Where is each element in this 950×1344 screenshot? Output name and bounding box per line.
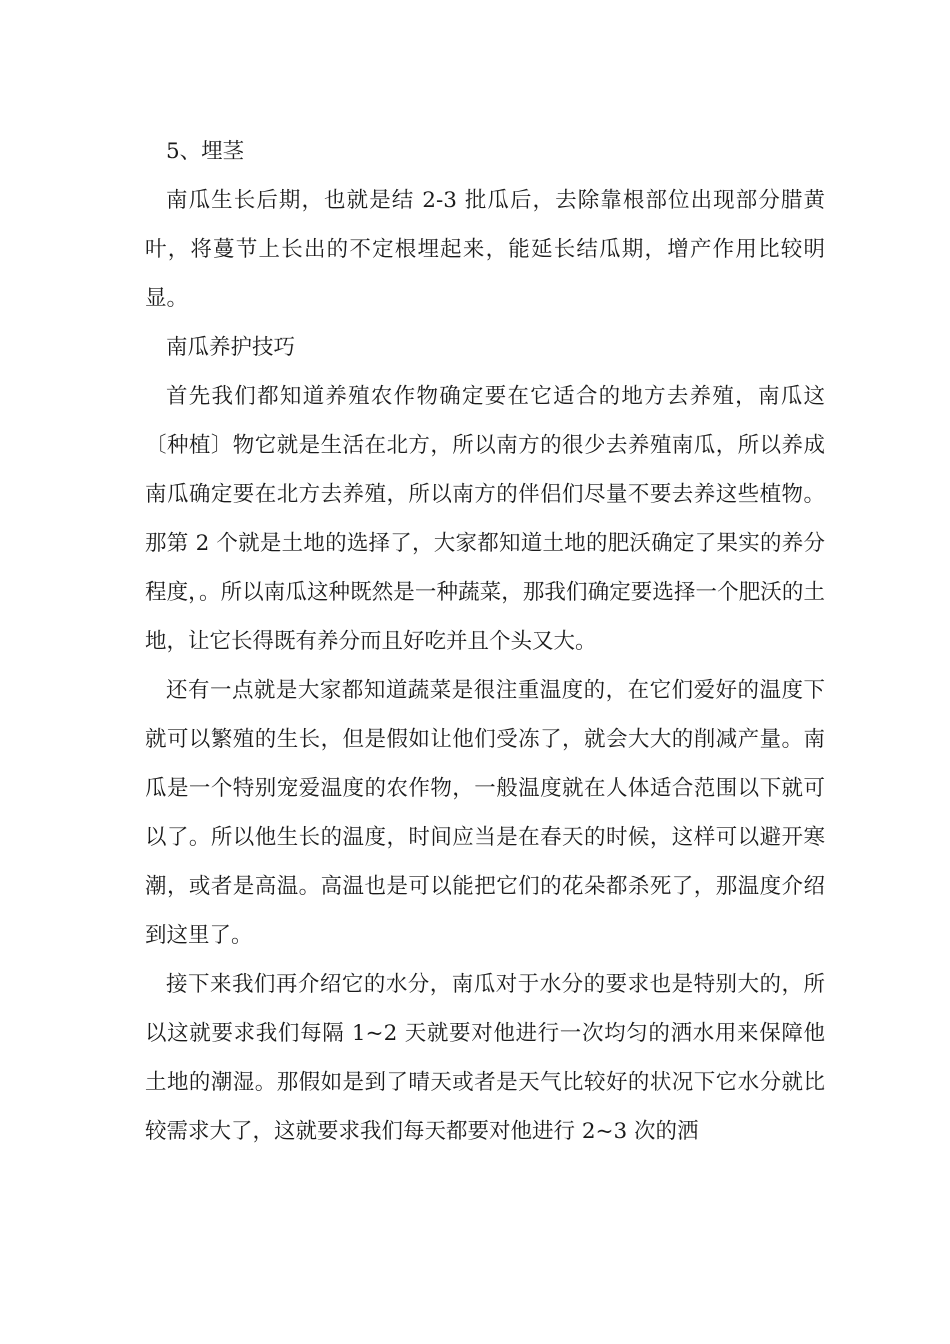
paragraph-water: 接下来我们再介绍它的水分，南瓜对于水分的要求也是特别大的，所以这就要求我们每隔 1~2 天就要对他进行一次均匀的洒水用来保障他土地的潮湿。那假如是到了晴天或者是天气比较好的状况下它水分就比较需求大了，这就要求我们每天都要对他进行 2~3 次的洒 bbox=[145, 972, 825, 1144]
section-heading-care-tips: 南瓜养护技巧 bbox=[166, 335, 296, 360]
paragraph-temperature: 还有一点就是大家都知道蔬菜是很注重温度的，在它们爱好的温度下就可以繁殖的生长，但是假如让他们受冻了，就会大大的削减产量。南瓜是一个特别宠爱温度的农作物，一般温度就在人体适合范围以下就可以了。所以他生长的温度，时间应当是在春天的时候，这样可以避开寒潮，或者是高温。高温也是可以能把它们的花朵都杀死了，那温度介绍到这里了。 bbox=[145, 678, 825, 948]
paragraph-location-soil: 首先我们都知道养殖农作物确定要在它适合的地方去养殖，南瓜这〔种植〕物它就是生活在北方，所以南方的很少去养殖南瓜，所以养成南瓜确定要在北方去养殖，所以南方的伴侣们尽量不要去养这些植物。那第 2 个就是土地的选择了，大家都知道土地的肥沃确定了果实的养分程度，。所以南瓜这种既然是一种蔬菜，那我们确定要选择一个肥沃的土地，让它长得既有养分而且好吃并且个头又大。 bbox=[145, 384, 825, 654]
document-body bbox=[145, 127, 825, 1156]
section-heading-bury-stem: 5、埋茎 bbox=[166, 139, 245, 164]
paragraph-bury-stem: 南瓜生长后期，也就是结 2-3 批瓜后，去除靠根部位出现部分腊黄叶，将蔓节上长出的不定根埋起来，能延长结瓜期，增产作用比较明显。 bbox=[145, 188, 825, 311]
